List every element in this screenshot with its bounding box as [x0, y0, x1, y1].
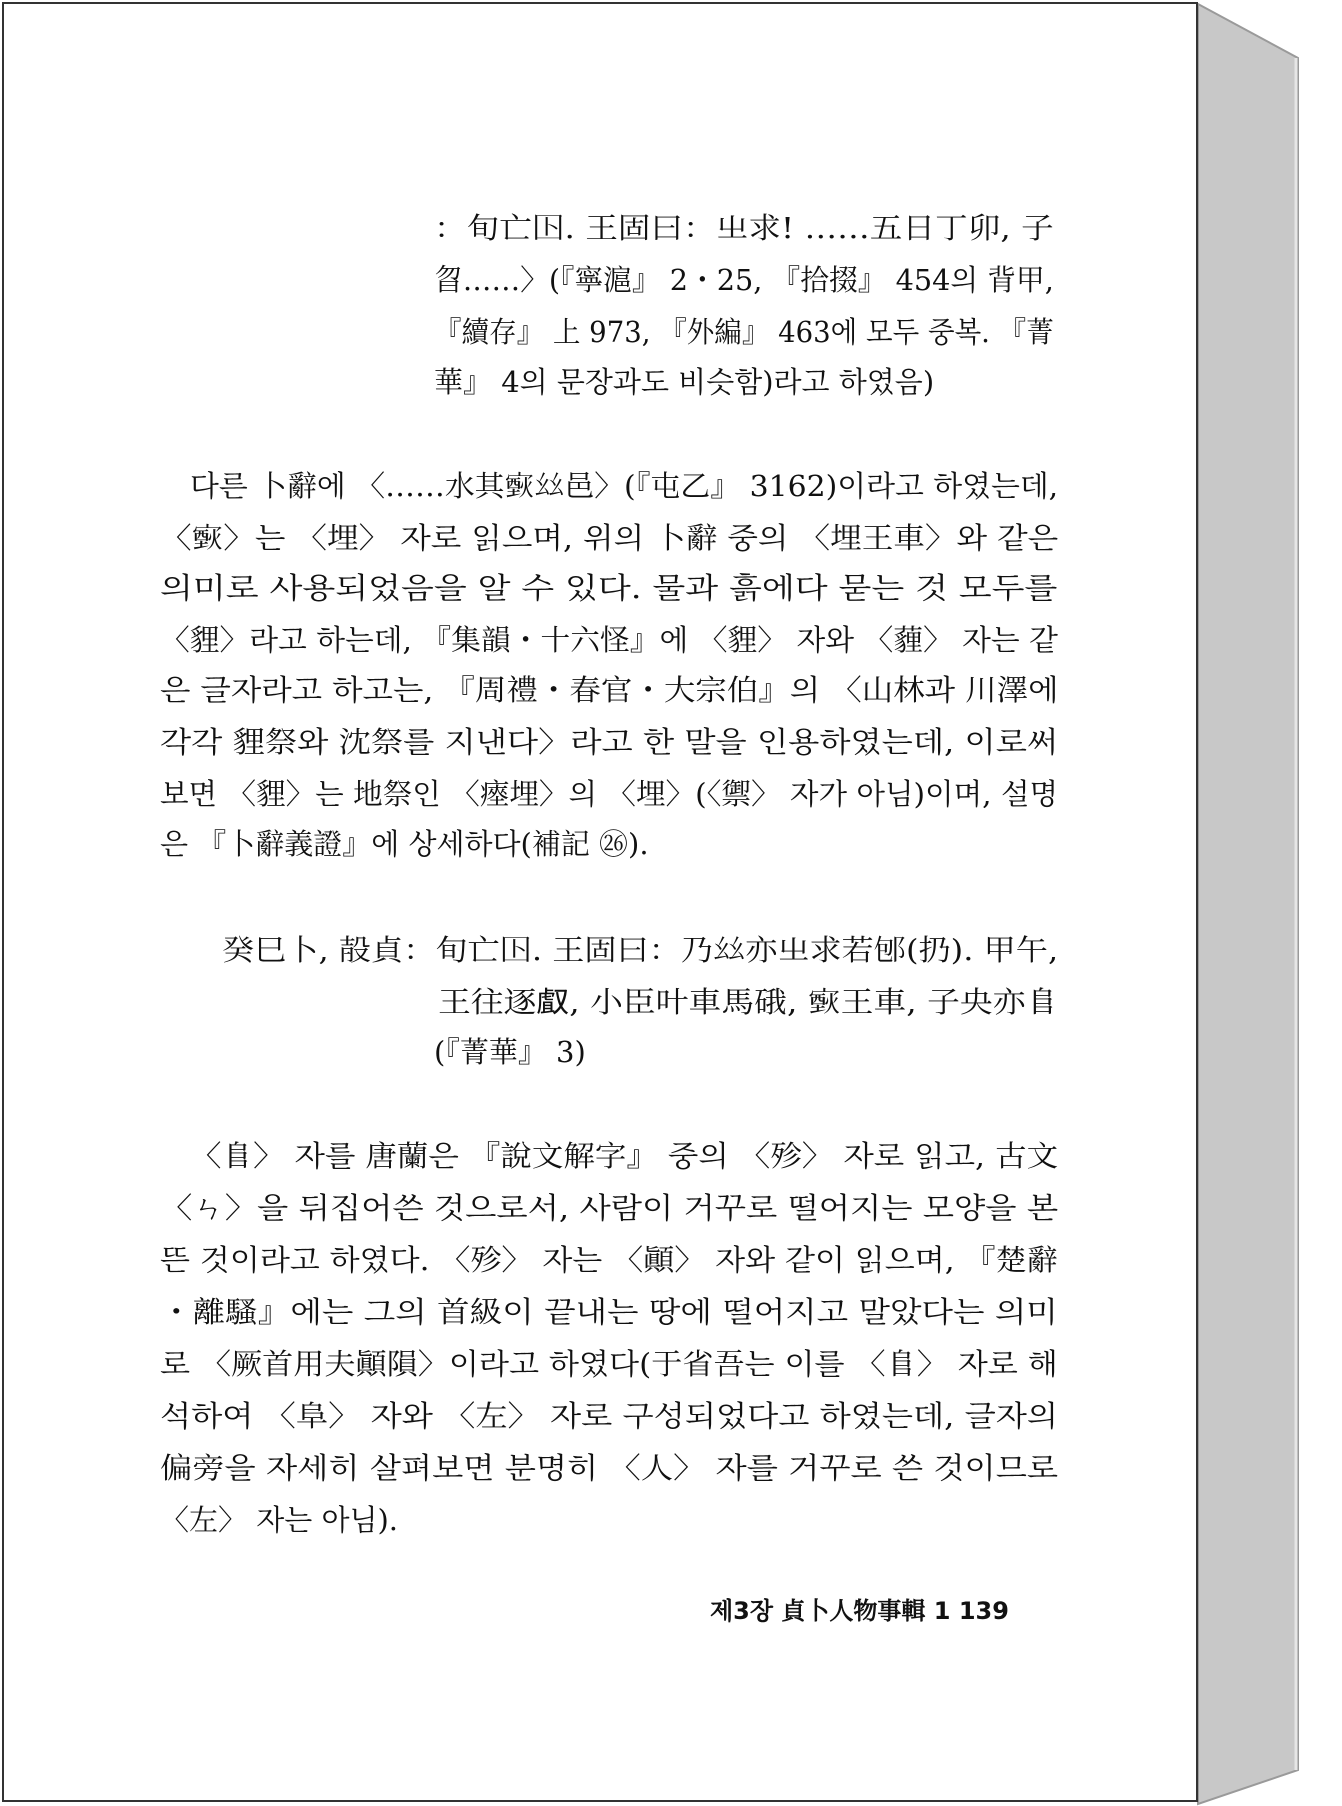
quote1-line: 『續存』 上 973, 『外編』 463에 모두 중복. 『菁 — [434, 315, 1054, 349]
para2-line: 〈𨸏〉 자를 唐蘭은 『說文解字』 중의 〈殄〉 자로 읽고, 古文 — [190, 1139, 1059, 1173]
para1-line: 은 글자라고 하고는, 『周禮・春官・大宗伯』의 〈山林과 川澤에 — [160, 673, 1059, 707]
quote2-line: 癸巳卜, 㱿貞：旬亡𡆥. 王固曰：乃𢆶亦㞢求若𨚔(扔). 甲午, — [222, 933, 1059, 967]
para1-line: 보면 〈貍〉는 地祭인 〈瘞埋〉의 〈埋〉(〈禦〉 자가 아님)이며, 설명 — [160, 777, 1059, 811]
quote2-line: 王往逐𠭯, 小臣叶車馬硪, 𤎟王車, 子央亦𨸏 — [438, 985, 1059, 1019]
para2-line: 偏旁을 자세히 살펴보면 분명히 〈人〉 자를 거꾸로 쓴 것이므로 — [160, 1451, 1059, 1485]
book-page — [2, 2, 1198, 1802]
page-footer: 제3장 貞卜人物事輯 1 139 — [710, 1597, 1009, 1625]
para1-line: 다른 卜辭에 〈……水其𤎟𢆶邑〉(『屯乙』 3162)이라고 하였는데, — [190, 469, 1059, 503]
para2-line: ・離騷』에는 그의 首級이 끝내는 땅에 떨어지고 말았다는 의미 — [160, 1295, 1058, 1329]
para1-line: 각각 貍祭와 沈祭를 지낸다〉라고 한 말을 인용하였는데, 이로써 — [160, 725, 1059, 759]
para1-line: 은 『卜辭義證』에 상세하다(補記 ㉖). — [160, 827, 649, 861]
quote1-line: 華』 4의 문장과도 비슷함)라고 하였음) — [434, 365, 935, 399]
quote1-line: 㫚……〉(『寧滬』 2・25, 『拾掇』 454의 背甲, — [434, 263, 1054, 297]
quote1-line: ：旬亡𡆥. 王固曰：㞢求! ……五日丁卯, 子 — [434, 211, 1054, 245]
para1-line: 의미로 사용되었음을 알 수 있다. 물과 흙에다 묻는 것 모두를 — [160, 571, 1058, 605]
para1-line: 〈𤎟〉는 〈埋〉 자로 읽으며, 위의 卜辭 중의 〈埋王車〉와 같은 — [160, 521, 1059, 555]
para2-line: 석하여 〈阜〉 자와 〈左〉 자로 구성되었다고 하였는데, 글자의 — [160, 1399, 1059, 1433]
quote2-line: (『菁華』 3) — [434, 1035, 586, 1069]
para2-line: 〈左〉 자는 아님). — [160, 1503, 399, 1537]
para2-line: 〈ㄣ〉을 뒤집어쓴 것으로서, 사람이 거꾸로 떨어지는 모양을 본 — [160, 1191, 1059, 1225]
para2-line: 로 〈厥首用夫顚隕〉이라고 하였다(于省吾는 이를 〈𨸏〉 자로 해 — [160, 1347, 1058, 1381]
para1-line: 〈貍〉라고 하는데, 『集韻・十六怪』에 〈貍〉 자와 〈薶〉 자는 같 — [160, 623, 1058, 657]
page-edge-side — [1198, 4, 1298, 1804]
para2-line: 뜬 것이라고 하였다. 〈殄〉 자는 〈顚〉 자와 같이 읽으며, 『楚辭 — [160, 1243, 1058, 1277]
